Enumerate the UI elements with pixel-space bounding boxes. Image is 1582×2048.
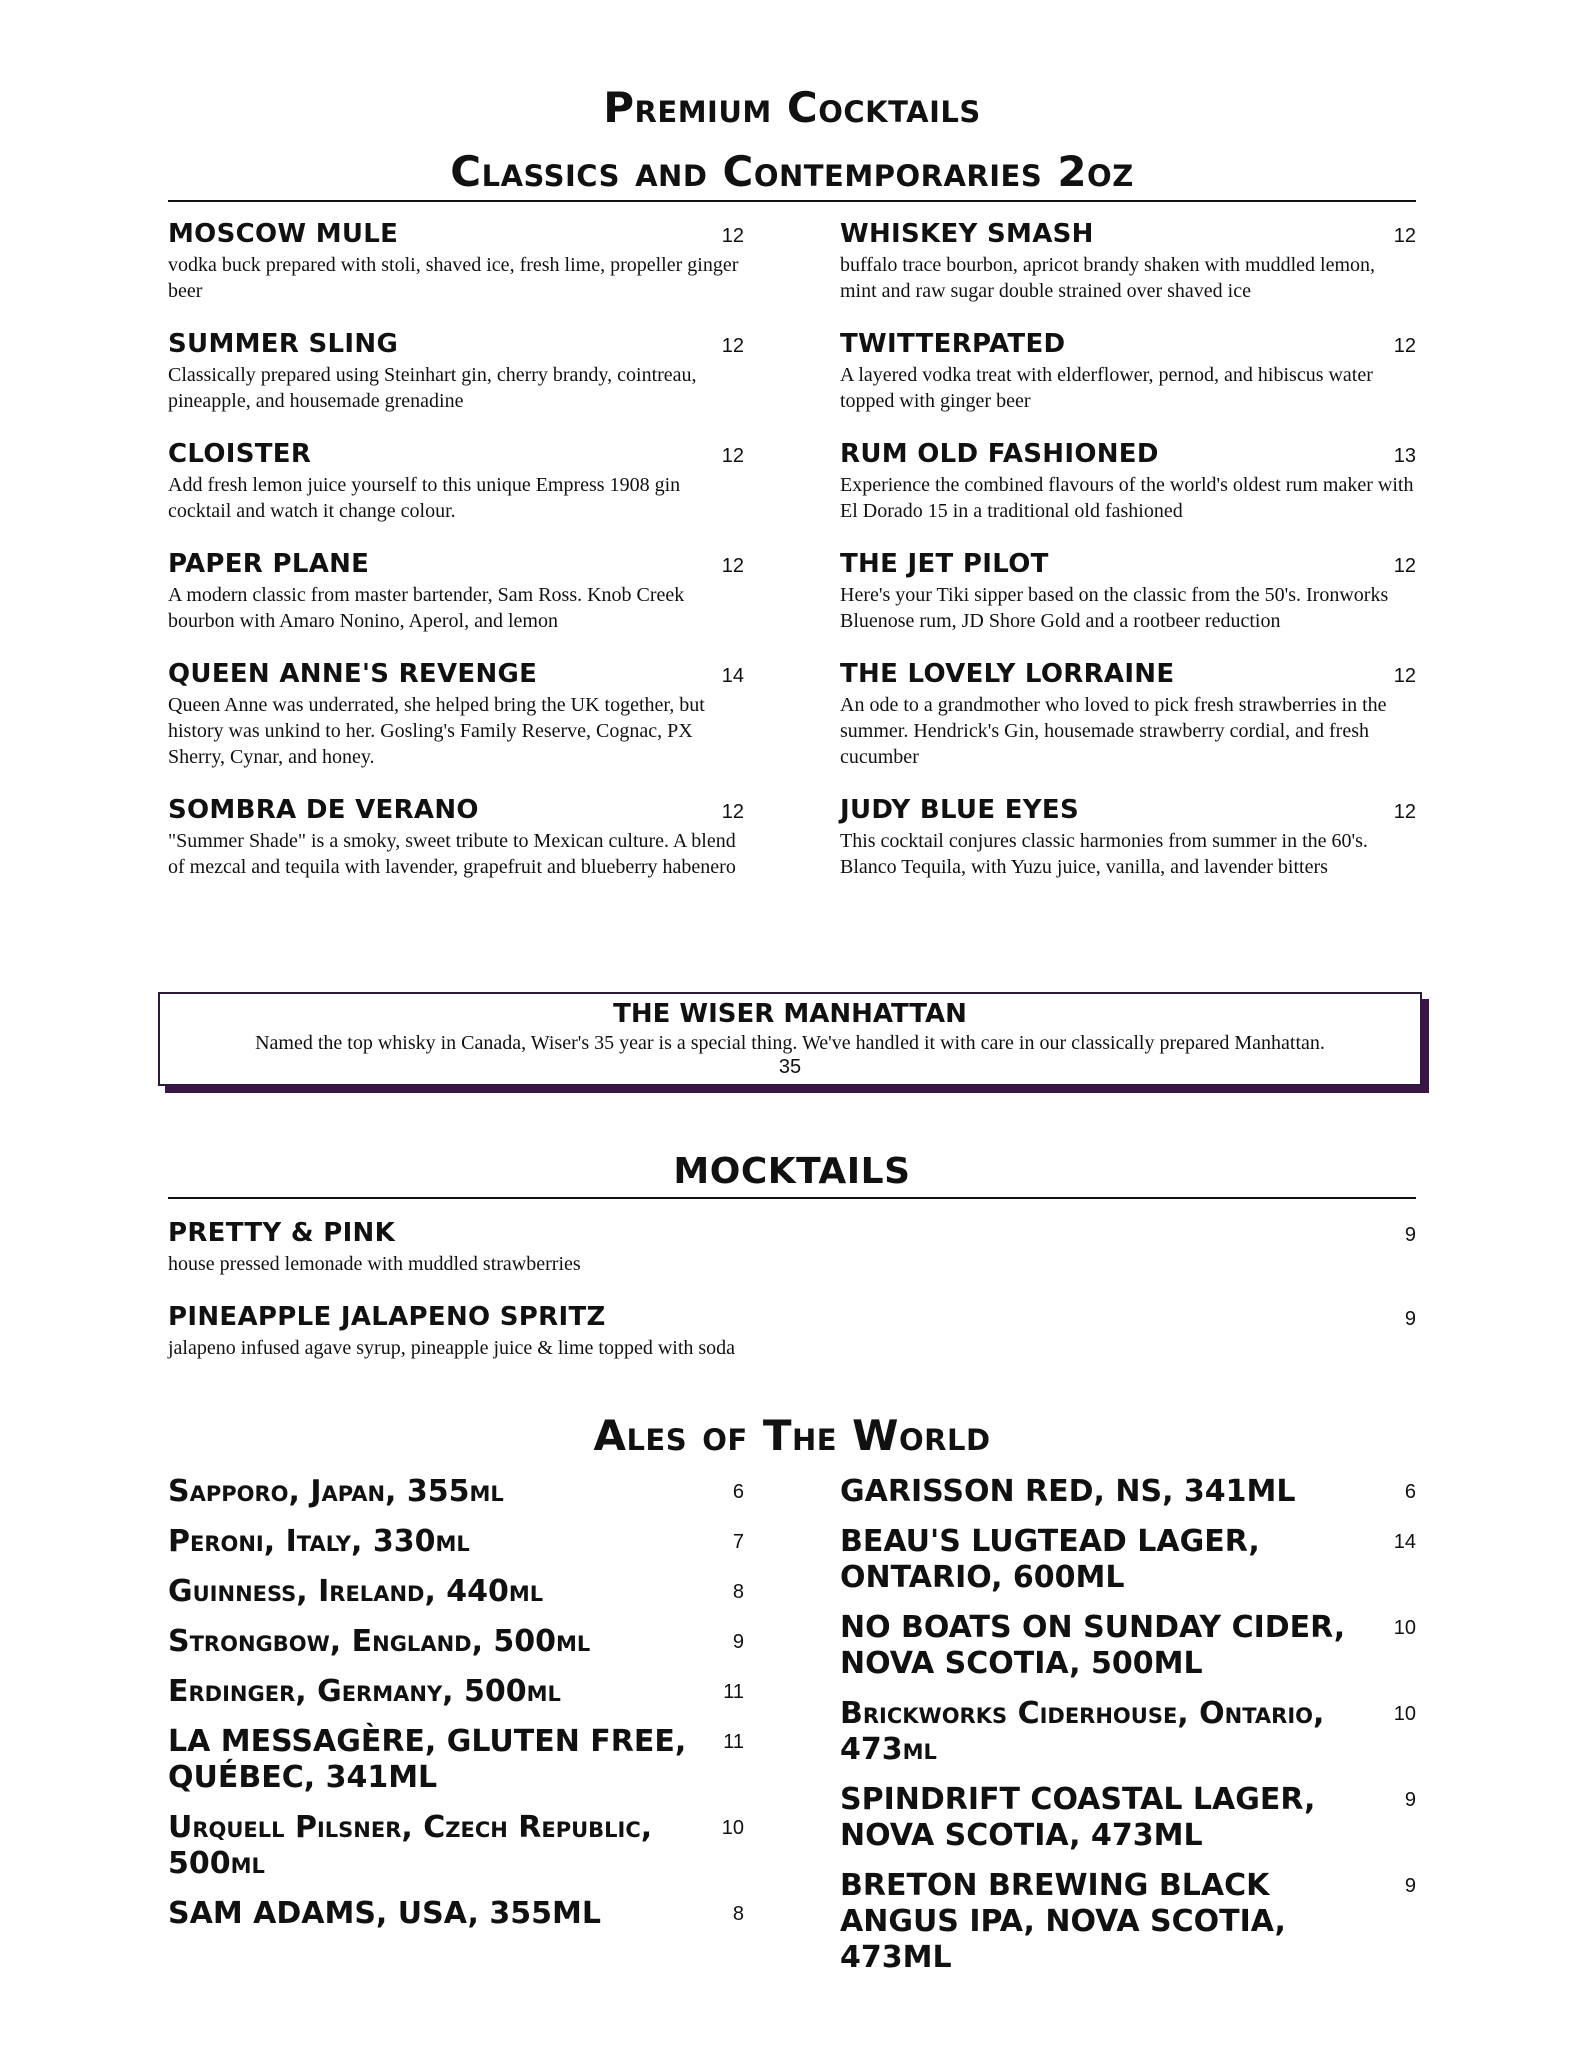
item-name: THE LOVELY LORRAINE (840, 659, 1175, 689)
mocktails-heading: MOCKTAILS (673, 1151, 911, 1192)
ales-columns (168, 1474, 1416, 1990)
divider (168, 1197, 1416, 1199)
item-description: A layered vodka treat with elderflower, pernod, and hibiscus water topped with ginger beer (840, 364, 1373, 412)
item-description: Experience the combined flavours of the world's oldest rum maker with El Dorado 15 in a traditional old fashioned (840, 474, 1414, 522)
item-name: QUEEN ANNE'S REVENGE (168, 659, 538, 689)
beer-item (168, 1524, 744, 1560)
divider (168, 200, 1416, 202)
menu-item (168, 328, 744, 414)
menu-item (168, 794, 744, 880)
beer-item (840, 1868, 1416, 1976)
ales-column-right (840, 1474, 1416, 1990)
item-description: Here's your Tiki sipper based on the classic from the 50's. Ironworks Bluenose rum, JD Shore Gold and a rootbeer reduction (840, 584, 1389, 632)
page-title: Premium Cocktails (603, 83, 981, 132)
beer-price: 10 (1393, 1617, 1416, 1639)
beer-name: Erdinger, Germany, 500ml (168, 1674, 561, 1709)
item-price: 12 (1393, 665, 1416, 687)
beer-price: 11 (723, 1731, 744, 1753)
beer-item (840, 1474, 1416, 1510)
beer-price: 6 (732, 1481, 744, 1503)
beer-item (840, 1696, 1416, 1768)
item-description: vodka buck prepared with stoli, shaved ice, fresh lime, propeller ginger beer (168, 254, 739, 302)
beer-name: Urquell Pilsner, Czech Republic, 500ml (168, 1810, 653, 1881)
beer-name: BEAU'S LUGTEAD LAGER, ONTARIO, 600ML (840, 1524, 1260, 1595)
beer-item (840, 1610, 1416, 1682)
item-name: SUMMER SLING (168, 329, 399, 359)
item-description: An ode to a grandmother who loved to pick fresh strawberries in the summer. Hendrick's Gin, housemade strawberry cordial, and fresh cucumber (840, 694, 1387, 768)
beer-price: 10 (721, 1817, 744, 1839)
menu-item (840, 794, 1416, 880)
item-price: 12 (1393, 555, 1416, 577)
beer-item (168, 1624, 744, 1660)
item-name: PRETTY & PINK (168, 1218, 396, 1248)
cocktail-column-left (168, 218, 744, 904)
menu-item (840, 658, 1416, 770)
beer-item (168, 1896, 744, 1932)
cocktail-columns (168, 218, 1416, 904)
beer-item (168, 1724, 744, 1796)
beer-name: LA MESSAGÈRE, GLUTEN FREE, QUÉBEC, 341ML (168, 1724, 687, 1795)
menu-item (840, 218, 1416, 304)
beer-name: GARISSON RED, NS, 341ML (840, 1474, 1296, 1509)
item-price: 9 (1404, 1224, 1416, 1246)
beer-name: SPINDRIFT COASTAL LAGER, NOVA SCOTIA, 473ML (840, 1782, 1316, 1853)
menu-item (840, 438, 1416, 524)
beer-price: 7 (732, 1531, 744, 1553)
item-description: Queen Anne was underrated, she helped bring the UK together, but history was unkind to her. Gosling's Family Reserve, Cognac, PX Sherry, Cynar, and honey. (168, 694, 705, 768)
item-name: CLOISTER (168, 439, 312, 469)
beer-name: SAM ADAMS, USA, 355ML (168, 1896, 601, 1931)
item-price: 12 (1393, 225, 1416, 247)
menu-item (840, 548, 1416, 634)
beer-price: 9 (732, 1631, 744, 1653)
beer-name: Guinness, Ireland, 440ml (168, 1574, 544, 1609)
menu-item (168, 218, 744, 304)
item-name: PAPER PLANE (168, 549, 370, 579)
beer-price: 14 (1393, 1531, 1416, 1553)
item-description: buffalo trace bourbon, apricot brandy shaken with muddled lemon, mint and raw sugar double strained over shaved ice (840, 254, 1376, 302)
beer-name: Strongbow, England, 500ml (168, 1624, 591, 1659)
menu-item (168, 1217, 1416, 1277)
beer-price: 8 (732, 1903, 744, 1925)
mocktail-list (168, 1217, 1416, 1385)
item-description: house pressed lemonade with muddled strawberries (168, 1253, 581, 1275)
cocktail-column-right (840, 218, 1416, 904)
beer-item (168, 1810, 744, 1882)
item-price: 12 (721, 335, 744, 357)
item-description: "Summer Shade" is a smoky, sweet tribute to Mexican culture. A blend of mezcal and tequila with lavender, grapefruit and blueberry habenero (168, 830, 736, 878)
menu-item (840, 328, 1416, 414)
item-description: Add fresh lemon juice yourself to this unique Empress 1908 gin cocktail and watch it change colour. (168, 474, 681, 522)
beer-price: 9 (1404, 1789, 1416, 1811)
beer-item (168, 1474, 744, 1510)
featured-name: THE WISER MANHATTAN (613, 999, 967, 1029)
beer-price: 10 (1393, 1703, 1416, 1725)
ales-column-left (168, 1474, 744, 1990)
beer-name: Peroni, Italy, 330ml (168, 1524, 470, 1559)
ales-heading: Ales of The World (593, 1411, 991, 1460)
item-name: TWITTERPATED (840, 329, 1066, 359)
beer-name: Brickworks Ciderhouse, Ontario, 473ml (840, 1696, 1325, 1767)
item-name: WHISKEY SMASH (840, 219, 1094, 249)
beer-price: 8 (732, 1581, 744, 1603)
featured-cocktail-box (158, 992, 1422, 1086)
item-description: Classically prepared using Steinhart gin, cherry brandy, cointreau, pineapple, and housemade grenadine (168, 364, 697, 412)
item-name: JUDY BLUE EYES (840, 795, 1080, 825)
beer-item (168, 1574, 744, 1610)
item-price: 13 (1393, 445, 1416, 467)
beer-price: 11 (723, 1681, 744, 1703)
menu-item (168, 1301, 1416, 1361)
menu-item (168, 658, 744, 770)
item-price: 12 (1393, 801, 1416, 823)
beer-item (840, 1524, 1416, 1596)
item-price: 12 (721, 555, 744, 577)
item-name: PINEAPPLE JALAPENO SPRITZ (168, 1302, 606, 1332)
menu-item (168, 438, 744, 524)
beer-name: Sapporo, Japan, 355ml (168, 1474, 504, 1509)
item-price: 12 (1393, 335, 1416, 357)
featured-description: Named the top whisky in Canada, Wiser's 35 year is a special thing. We've handled it with care in our classically prepared Manhattan. (255, 1032, 1325, 1054)
item-name: THE JET PILOT (840, 549, 1049, 579)
menu-item (168, 548, 744, 634)
beer-item (840, 1782, 1416, 1854)
beer-name: NO BOATS ON SUNDAY CIDER, NOVA SCOTIA, 500ML (840, 1610, 1346, 1681)
page-subtitle: Classics and Contemporaries 2oz (450, 147, 1134, 196)
item-price: 14 (721, 665, 744, 687)
item-description: jalapeno infused agave syrup, pineapple juice & lime topped with soda (168, 1337, 736, 1359)
beer-price: 9 (1404, 1875, 1416, 1897)
item-name: RUM OLD FASHIONED (840, 439, 1159, 469)
item-price: 9 (1404, 1308, 1416, 1330)
item-description: This cocktail conjures classic harmonies from summer in the 60's. Blanco Tequila, with Yuzu juice, vanilla, and lavender bitters (840, 830, 1368, 878)
beer-price: 6 (1404, 1481, 1416, 1503)
item-price: 12 (721, 801, 744, 823)
item-price: 12 (721, 225, 744, 247)
item-name: MOSCOW MULE (168, 219, 399, 249)
item-price: 12 (721, 445, 744, 467)
item-name: SOMBRA DE VERANO (168, 795, 479, 825)
item-description: A modern classic from master bartender, Sam Ross. Knob Creek bourbon with Amaro Nonino, Aperol, and lemon (168, 584, 685, 632)
beer-item (168, 1674, 744, 1710)
beer-name: BRETON BREWING BLACK ANGUS IPA, NOVA SCOTIA, 473ML (840, 1868, 1286, 1975)
featured-price: 35 (778, 1056, 802, 1078)
